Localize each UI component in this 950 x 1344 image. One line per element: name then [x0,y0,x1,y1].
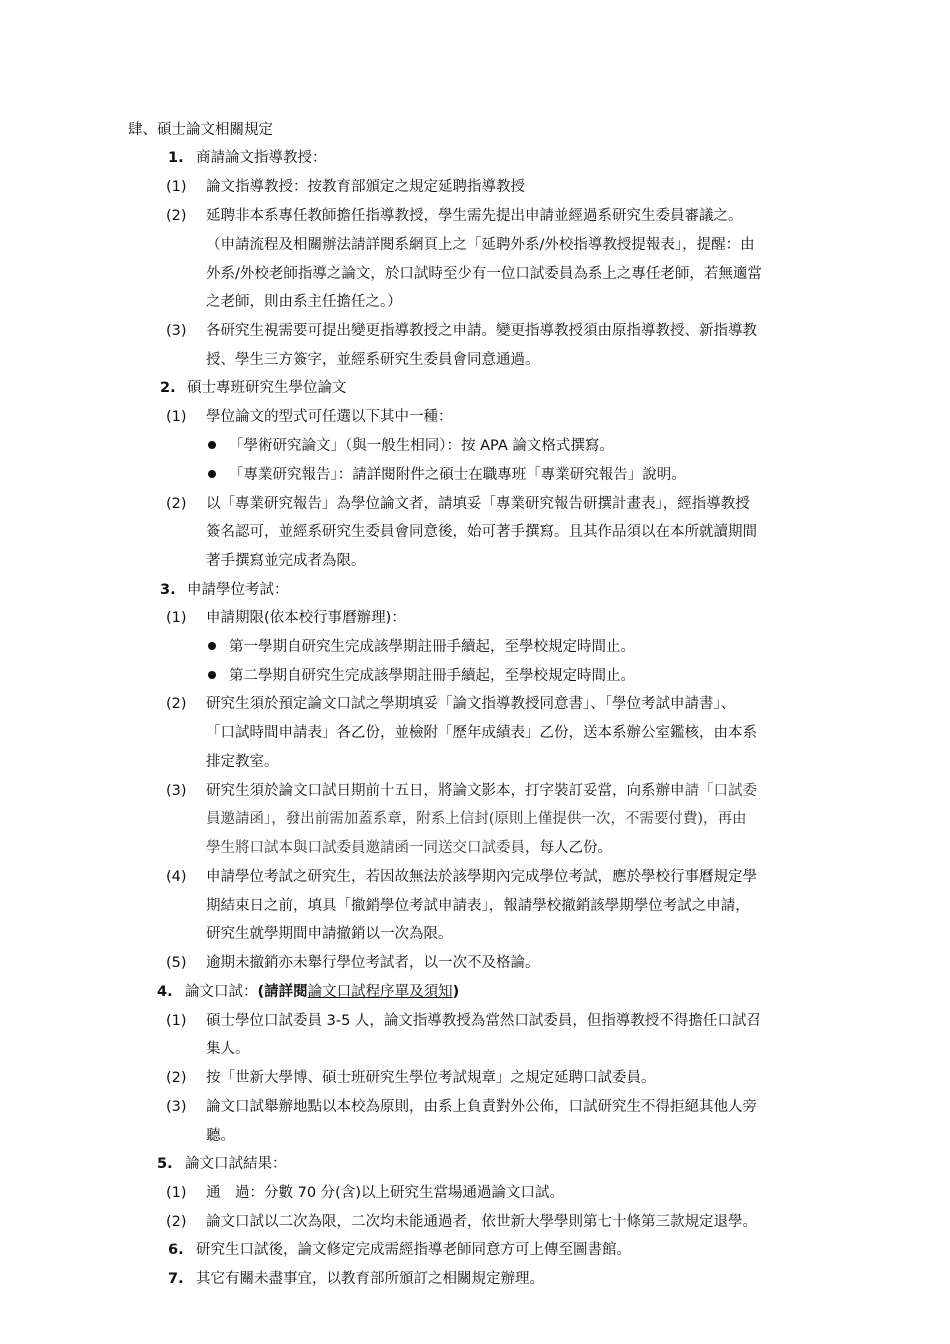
s4-item-3-number: (3) [166,1099,187,1115]
section-3-number: 3. [160,582,176,598]
section-1-number: 1. [168,150,184,166]
s3-item-4-line-2: 期結束日之前，填具「撤銷學位考試申請表」，報請學校撤銷該學期學位考試之申請， [206,898,750,914]
s3-item-1-number: (1) [166,610,187,626]
s4-item-2-number: (2) [166,1070,187,1086]
s5-item-1-text: 通 過：分數 70 分(含)以上研究生當場通過論文口試。 [206,1185,564,1201]
s1-item-2-line-4: 之老師，則由系主任擔任之。） [206,294,402,310]
s3-item-3-number: (3) [166,783,187,799]
s1-item-2-number: (2) [166,208,187,224]
s3-item-2-line-3: 排定教室。 [206,754,279,770]
section-6-number: 6. [168,1242,184,1258]
s3-item-1-text: 申請期限(依本校行事曆辦理)： [206,610,406,626]
s1-item-1-text: 論文指導教授：按教育部頒定之規定延聘指導教授 [206,179,525,195]
s1-item-2-line-2: （申請流程及相關辦法請詳閱系網頁上之「延聘外系/外校指導教授提報表」，提醒：由 [206,237,755,253]
s3-item-4-line-3: 研究生就學期間申請撤銷以一次為限。 [206,926,453,942]
s3-item-5-text: 逾期未撤銷亦未舉行學位考試者，以一次不及格論。 [206,955,540,971]
s1-item-2-line-3: 外系/外校老師指導之論文，於口試時至少有一位口試委員為系上之專任老師，若無適當 [206,266,762,282]
s1-item-1-number: (1) [166,179,187,195]
bullet-icon [208,470,216,478]
s2-item-2-line-2: 簽名認可，並經系研究生委員會同意後，始可著手撰寫。且其作品須以在本所就讀期間 [206,524,757,540]
section-5-number: 5. [157,1156,173,1172]
section-1-title: 商請論文指導教授： [196,150,327,166]
section-4-number: 4. [157,984,173,1000]
section-5-title: 論文口試結果： [185,1156,287,1172]
s3-item-3-line-3: 學生將口試本與口試委員邀請函一同送交口試委員，每人乙份。 [206,840,612,856]
section-2-title: 碩士專班研究生學位論文 [187,380,347,396]
s3-item-4-line-1: 申請學位考試之研究生，若因故無法於該學期內完成學位考試，應於學校行事曆規定學 [206,869,757,885]
s3-item-3-line-1: 研究生須於論文口試日期前十五日，將論文影本，打字裝訂妥當，向系辦申請「口試委 [206,783,757,799]
s4-item-1-line-1: 碩士學位口試委員 3-5 人，論文指導教授為當然口試委員，但指導教授不得擔任口試召 [206,1013,761,1029]
section-3-title: 申請學位考試： [187,582,289,598]
section-7-number: 7. [168,1271,184,1287]
s4-item-2-text: 按「世新大學博、碩士班研究生學位考試規章」之規定延聘口試委員。 [206,1070,656,1086]
s3-item-5-number: (5) [166,955,187,971]
s5-item-1-number: (1) [166,1185,187,1201]
document-heading: 肆、碩士論文相關規定 [128,122,273,138]
s2-item-2-line-1: 以「專業研究報告」為學位論文者，請填妥「專業研究報告研撰計畫表」，經指導教授 [206,496,750,512]
s1-item-3-line-2: 授、學生三方簽字，並經系研究生委員會同意通過。 [206,352,540,368]
section-4-title: 論文口試：(請詳閱論文口試程序單及須知) [185,984,460,1000]
s4-item-1-line-2: 集人。 [206,1041,250,1057]
s4-item-3-line-1: 論文口試舉辦地點以本校為原則，由系上負責對外公佈，口試研究生不得拒絕其他人旁 [206,1099,757,1115]
s3-item-4-number: (4) [166,869,187,885]
s2-item-1-bullet-1: 「學術研究論文」（與一般生相同）：按 APA 論文格式撰寫。 [229,438,614,454]
exam-procedure-link[interactable]: 論文口試程序單及須知 [307,984,453,1000]
s3-item-1-bullet-1: 第一學期自研究生完成該學期註冊手續起，至學校規定時間止。 [229,639,635,655]
section-6-text: 研究生口試後，論文修定完成需經指導老師同意方可上傳至圖書館。 [196,1242,631,1258]
s3-item-3-line-2: 員邀請函」，發出前需加蓋系章，附系上信封(原則上僅提供一次，不需要付費)，再由 [206,811,747,827]
bullet-icon [208,671,216,679]
s2-item-1-bullet-2: 「專業研究報告」：請詳閱附件之碩士在職專班「專業研究報告」說明。 [229,467,686,483]
s3-item-2-number: (2) [166,696,187,712]
s5-item-2-number: (2) [166,1214,187,1230]
bullet-icon [208,441,216,449]
s3-item-2-line-1: 研究生須於預定論文口試之學期填妥「論文指導教授同意書」、「學位考試申請書」、 [206,696,736,712]
s2-item-2-line-3: 著手撰寫並完成者為限。 [206,553,366,569]
s3-item-2-line-2: 「口試時間申請表」各乙份，並檢附「歷年成績表」乙份，送本系辦公室鑑核，由本系 [206,725,757,741]
section-7-text: 其它有關未盡事宜，以教育部所頒訂之相關規定辦理。 [196,1271,544,1287]
s4-item-3-line-2: 聽。 [206,1128,235,1144]
s3-item-1-bullet-2: 第二學期自研究生完成該學期註冊手續起，至學校規定時間止。 [229,668,635,684]
s1-item-3-line-1: 各研究生視需要可提出變更指導教授之申請。變更指導教授須由原指導教授、新指導教 [206,323,757,339]
section-2-number: 2. [160,380,176,396]
bullet-icon [208,642,216,650]
s1-item-3-number: (3) [166,323,187,339]
s2-item-1-number: (1) [166,409,187,425]
s2-item-2-number: (2) [166,496,187,512]
s1-item-2-line-1: 延聘非本系專任教師擔任指導教授，學生需先提出申請並經過系研究生委員審議之。 [206,208,743,224]
s5-item-2-text: 論文口試以二次為限，二次均未能通過者，依世新大學學則第七十條第三款規定退學。 [206,1214,757,1230]
s4-item-1-number: (1) [166,1013,187,1029]
s2-item-1-text: 學位論文的型式可任選以下其中一種： [206,409,453,425]
